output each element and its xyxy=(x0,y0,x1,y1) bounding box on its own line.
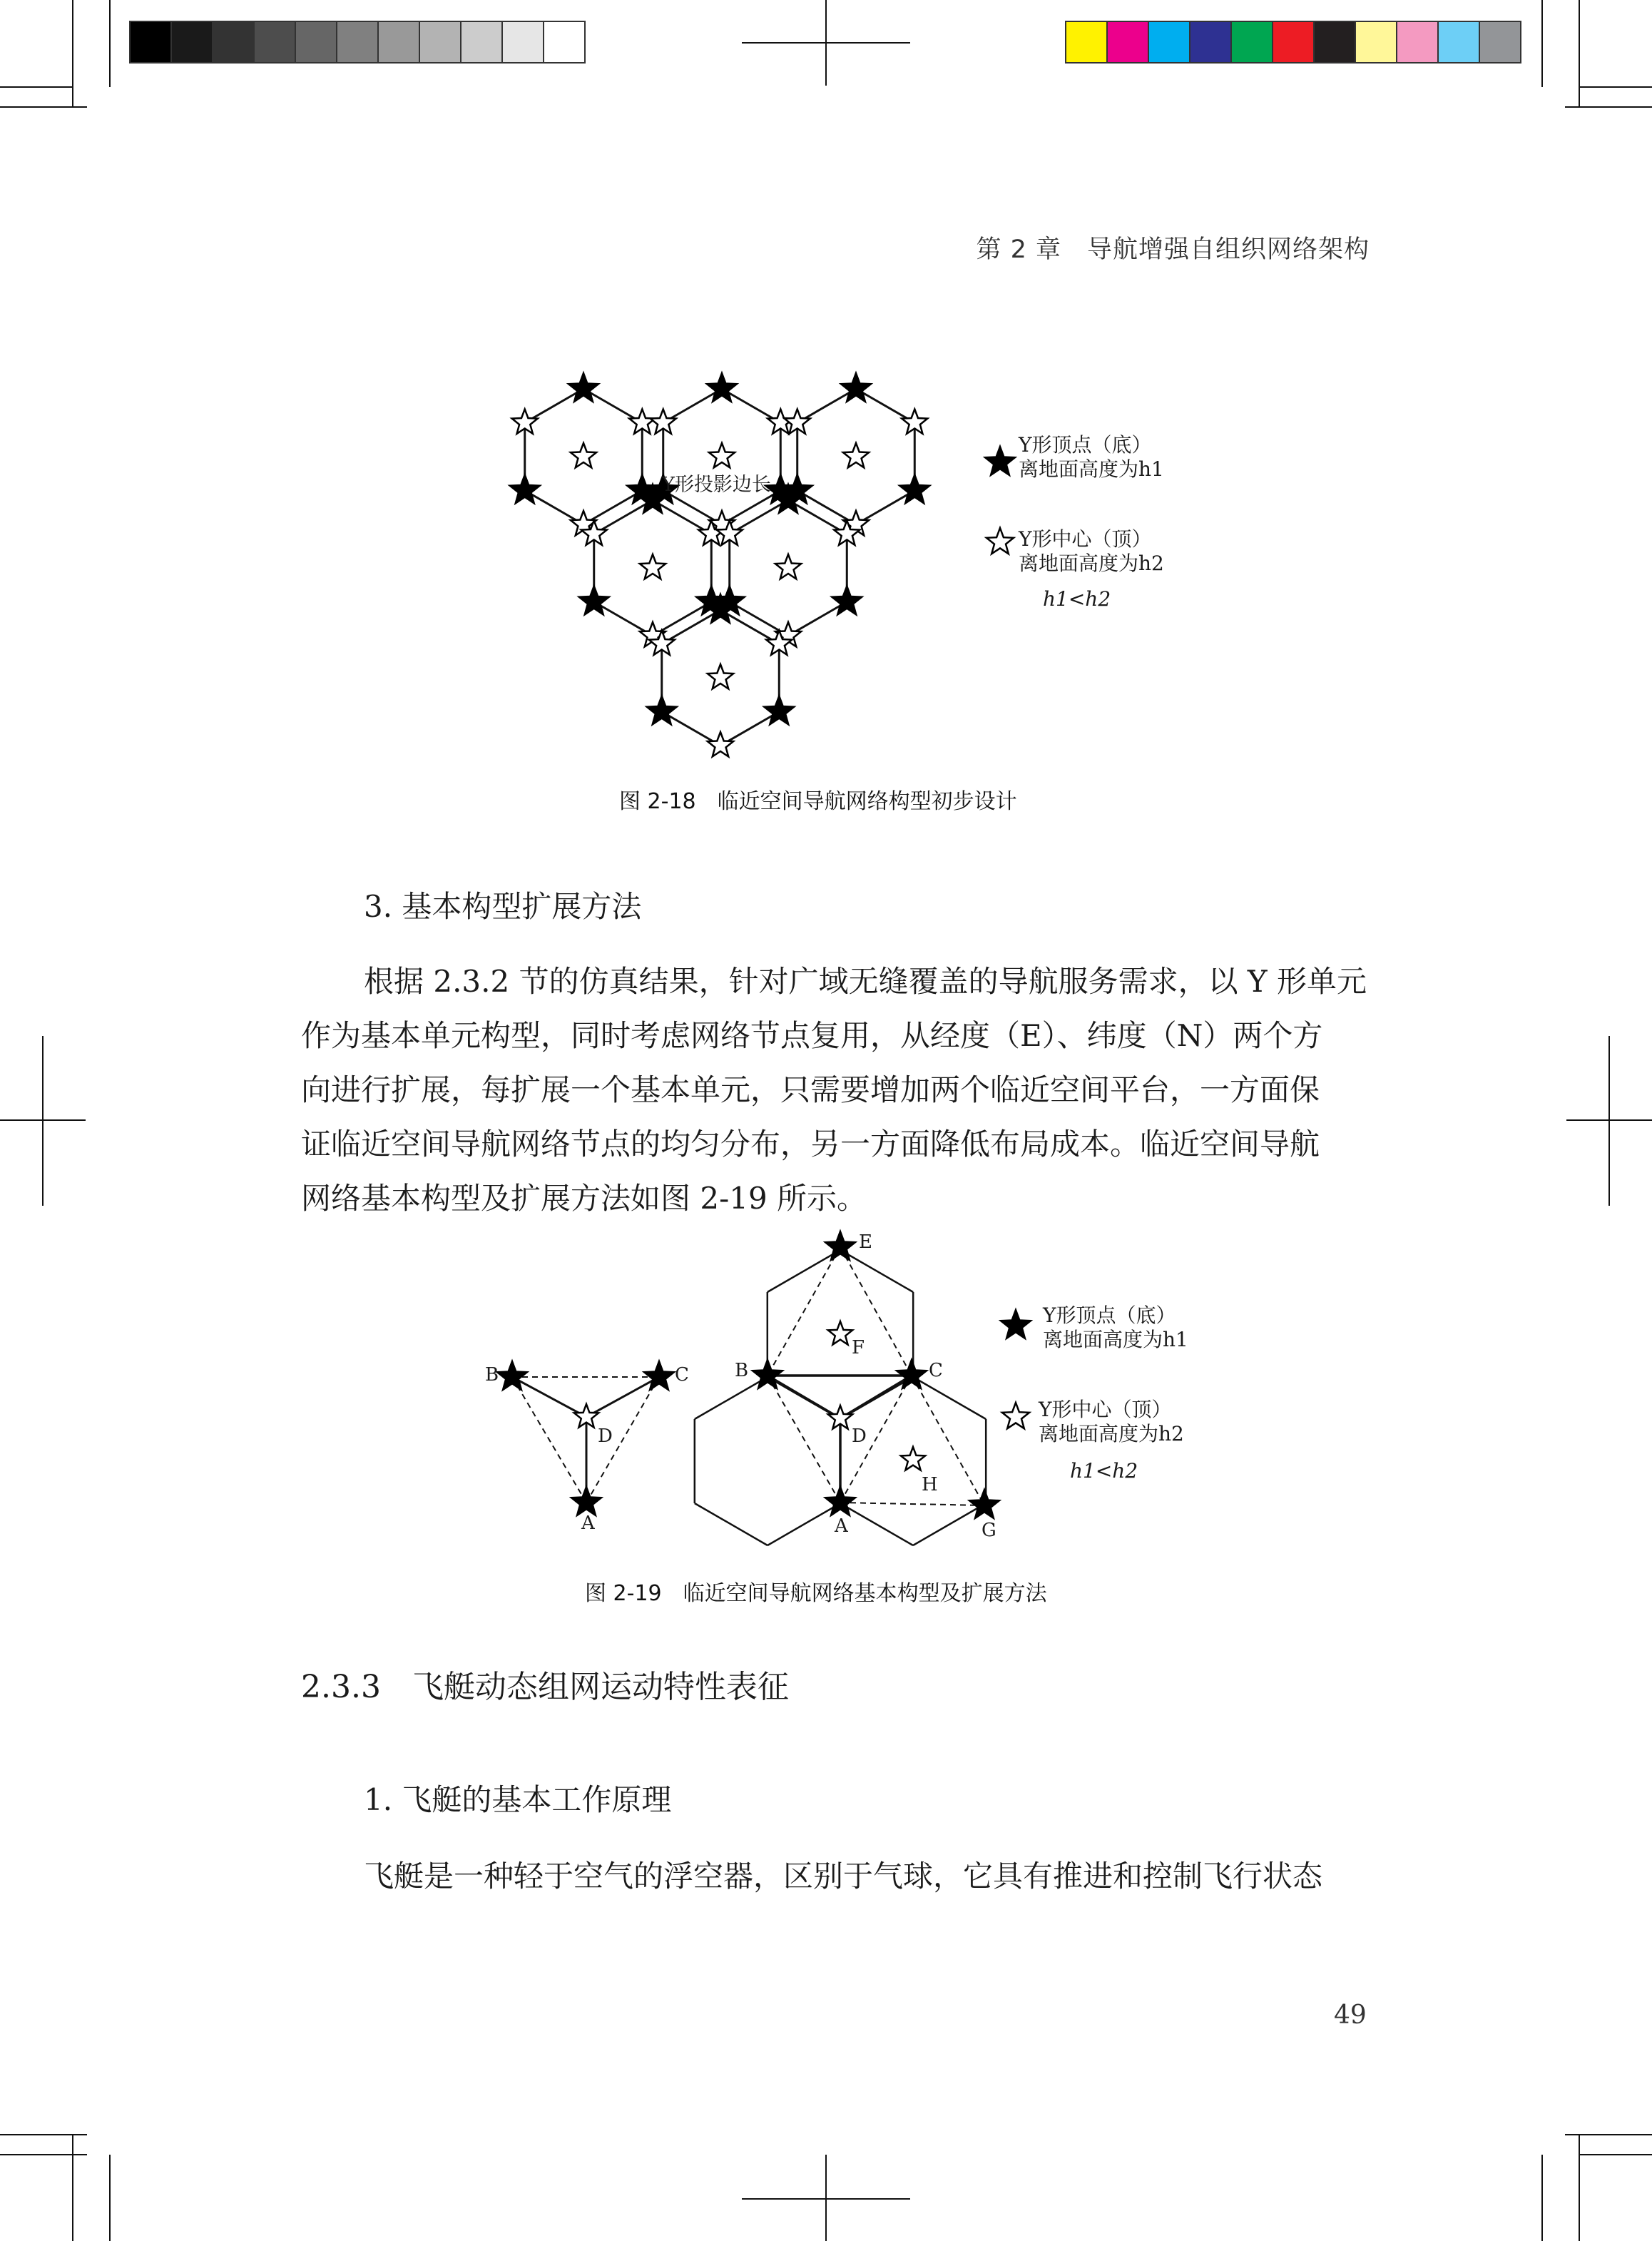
hex-edge xyxy=(840,1250,913,1292)
gray-swatch xyxy=(544,21,585,63)
black-star-icon xyxy=(497,1361,527,1390)
fig2-right-label-F: F xyxy=(852,1337,865,1358)
black-star-icon xyxy=(644,1361,674,1390)
dashed-edge xyxy=(768,1247,840,1376)
color-swatch xyxy=(1397,21,1438,63)
section1-paragraph xyxy=(301,1849,1368,1904)
color-swatch xyxy=(1066,21,1107,63)
black-star-icon xyxy=(899,475,929,504)
white-star-icon xyxy=(986,528,1014,554)
gray-swatch xyxy=(295,21,337,63)
gray-swatch xyxy=(502,21,544,63)
section3-line-2: 作为基本单元构型，同时考虑网络节点复用，从经度（E）、纬度（N）两个方 xyxy=(301,1018,1323,1053)
section1-line-1: 飞艇是一种轻于空气的浮空器，区别于气球，它具有推进和控制飞行状态 xyxy=(364,1859,1323,1894)
fig2-right-label-H: H xyxy=(922,1474,938,1495)
section1-title: 1. 飞艇的基本工作原理 xyxy=(364,1782,672,1817)
figure1-caption: 图 2-18 临近空间导航网络构型初步设计 xyxy=(619,789,1017,814)
figure1-legend-white-line1: Y形中心（顶） xyxy=(1019,527,1152,551)
color-swatch xyxy=(1438,21,1479,63)
white-star-icon xyxy=(901,1447,925,1470)
color-swatch xyxy=(1231,21,1273,63)
white-star-icon xyxy=(843,443,869,467)
color-swatch xyxy=(1314,21,1355,63)
gray-swatch xyxy=(213,21,254,63)
white-star-icon xyxy=(640,554,666,579)
color-swatch xyxy=(1273,21,1314,63)
fig2-right-label-C: C xyxy=(929,1360,943,1381)
figure2-legend-white-line2: 离地面高度为h2 xyxy=(1039,1422,1184,1445)
black-star-icon xyxy=(841,373,871,402)
figure1-legend-black-line2: 离地面高度为h1 xyxy=(1019,457,1164,481)
white-star-icon xyxy=(775,554,801,579)
dashed-edge xyxy=(840,1376,912,1503)
gray-swatch xyxy=(378,21,419,63)
black-star-icon xyxy=(579,586,609,615)
dashed-edge xyxy=(840,1247,912,1376)
section3-title: 3. 基本构型扩展方法 xyxy=(364,889,642,924)
fig2-right-label-A: A xyxy=(835,1515,848,1537)
white-star-icon xyxy=(571,443,596,467)
figure1-center-label: Y形投影边长 xyxy=(662,474,771,496)
section3-line-1: 根据 2.3.2 节的仿真结果，针对广域无缝覆盖的导航服务需求，以 Y 形单元 xyxy=(364,964,1367,999)
hex-edge xyxy=(913,1503,986,1545)
black-star-icon xyxy=(568,373,598,402)
black-star-icon xyxy=(1001,1310,1031,1338)
fig2-left-label-D: D xyxy=(598,1426,613,1447)
white-star-icon xyxy=(828,1321,852,1345)
white-star-icon xyxy=(708,732,733,756)
section3-line-4: 证临近空间导航网络节点的均匀分布，另一方面降低布局成本。临近空间导航 xyxy=(301,1127,1320,1162)
white-star-icon xyxy=(709,443,735,467)
black-star-icon xyxy=(969,1490,999,1518)
gray-swatch xyxy=(171,21,213,63)
figure2-legend-relation: h1<h2 xyxy=(1070,1459,1138,1483)
figure1-legend-white-line2: 离地面高度为h2 xyxy=(1019,552,1164,575)
white-star-icon xyxy=(708,664,733,688)
black-star-icon xyxy=(510,475,540,504)
figure2-legend-black-line1: Y形顶点（底） xyxy=(1043,1304,1176,1327)
fig2-right-label-D: D xyxy=(852,1426,867,1447)
color-swatch xyxy=(1107,21,1148,63)
dashed-edge xyxy=(768,1376,840,1503)
hex-edge xyxy=(768,1250,840,1292)
black-star-icon xyxy=(764,696,794,725)
black-star-icon xyxy=(571,1487,601,1515)
gray-swatch xyxy=(130,21,171,63)
figure1-legend-black-line1: Y形顶点（底） xyxy=(1019,433,1152,457)
figure2-legend-white-line1: Y形中心（顶） xyxy=(1039,1398,1172,1421)
hex-edge xyxy=(695,1503,768,1545)
section3-line-3: 向进行扩展，每扩展一个基本单元，只需要增加两个临近空间平台，一方面保 xyxy=(301,1072,1320,1107)
fig2-right-label-B: B xyxy=(735,1360,749,1381)
color-swatch xyxy=(1190,21,1231,63)
gray-swatch xyxy=(461,21,502,63)
section3-line-5: 网络基本构型及扩展方法如图 2-19 所示。 xyxy=(301,1181,867,1216)
fig2-left-label-A: A xyxy=(581,1513,595,1534)
fig2-left-label-C: C xyxy=(675,1364,689,1386)
color-swatch xyxy=(1479,21,1521,63)
black-star-icon xyxy=(707,373,737,402)
gray-swatch xyxy=(254,21,295,63)
gray-swatch xyxy=(337,21,378,63)
hex-edge xyxy=(840,1503,913,1545)
running-header: 第 2 章 导航增强自组织网络架构 xyxy=(976,235,1370,264)
fig2-left-label-B: B xyxy=(485,1364,499,1386)
hex-edge xyxy=(768,1503,840,1545)
black-star-icon xyxy=(825,1487,855,1515)
section3-paragraph xyxy=(301,955,1368,1226)
gray-swatch xyxy=(419,21,461,63)
hex-edge xyxy=(695,1377,768,1419)
fig2-right-label-G: G xyxy=(981,1520,996,1541)
y-branch xyxy=(768,1376,840,1418)
color-swatch xyxy=(1355,21,1397,63)
black-star-icon xyxy=(647,696,677,725)
figure1-legend-relation: h1<h2 xyxy=(1043,587,1111,611)
fig2-right-label-E: E xyxy=(859,1231,872,1253)
figure2-legend-black-line2: 离地面高度为h1 xyxy=(1043,1328,1188,1351)
black-star-icon xyxy=(985,447,1015,475)
white-star-icon xyxy=(1002,1403,1029,1428)
section-2-3-3-heading: 2.3.3 飞艇动态组网运动特性表征 xyxy=(301,1669,789,1705)
black-star-icon xyxy=(832,586,862,615)
dashed-edge xyxy=(840,1503,984,1505)
y-branch xyxy=(840,1376,912,1418)
page-number: 49 xyxy=(1334,2001,1367,2030)
figure2-caption: 图 2-19 临近空间导航网络基本构型及扩展方法 xyxy=(585,1581,1047,1606)
color-swatch xyxy=(1148,21,1190,63)
